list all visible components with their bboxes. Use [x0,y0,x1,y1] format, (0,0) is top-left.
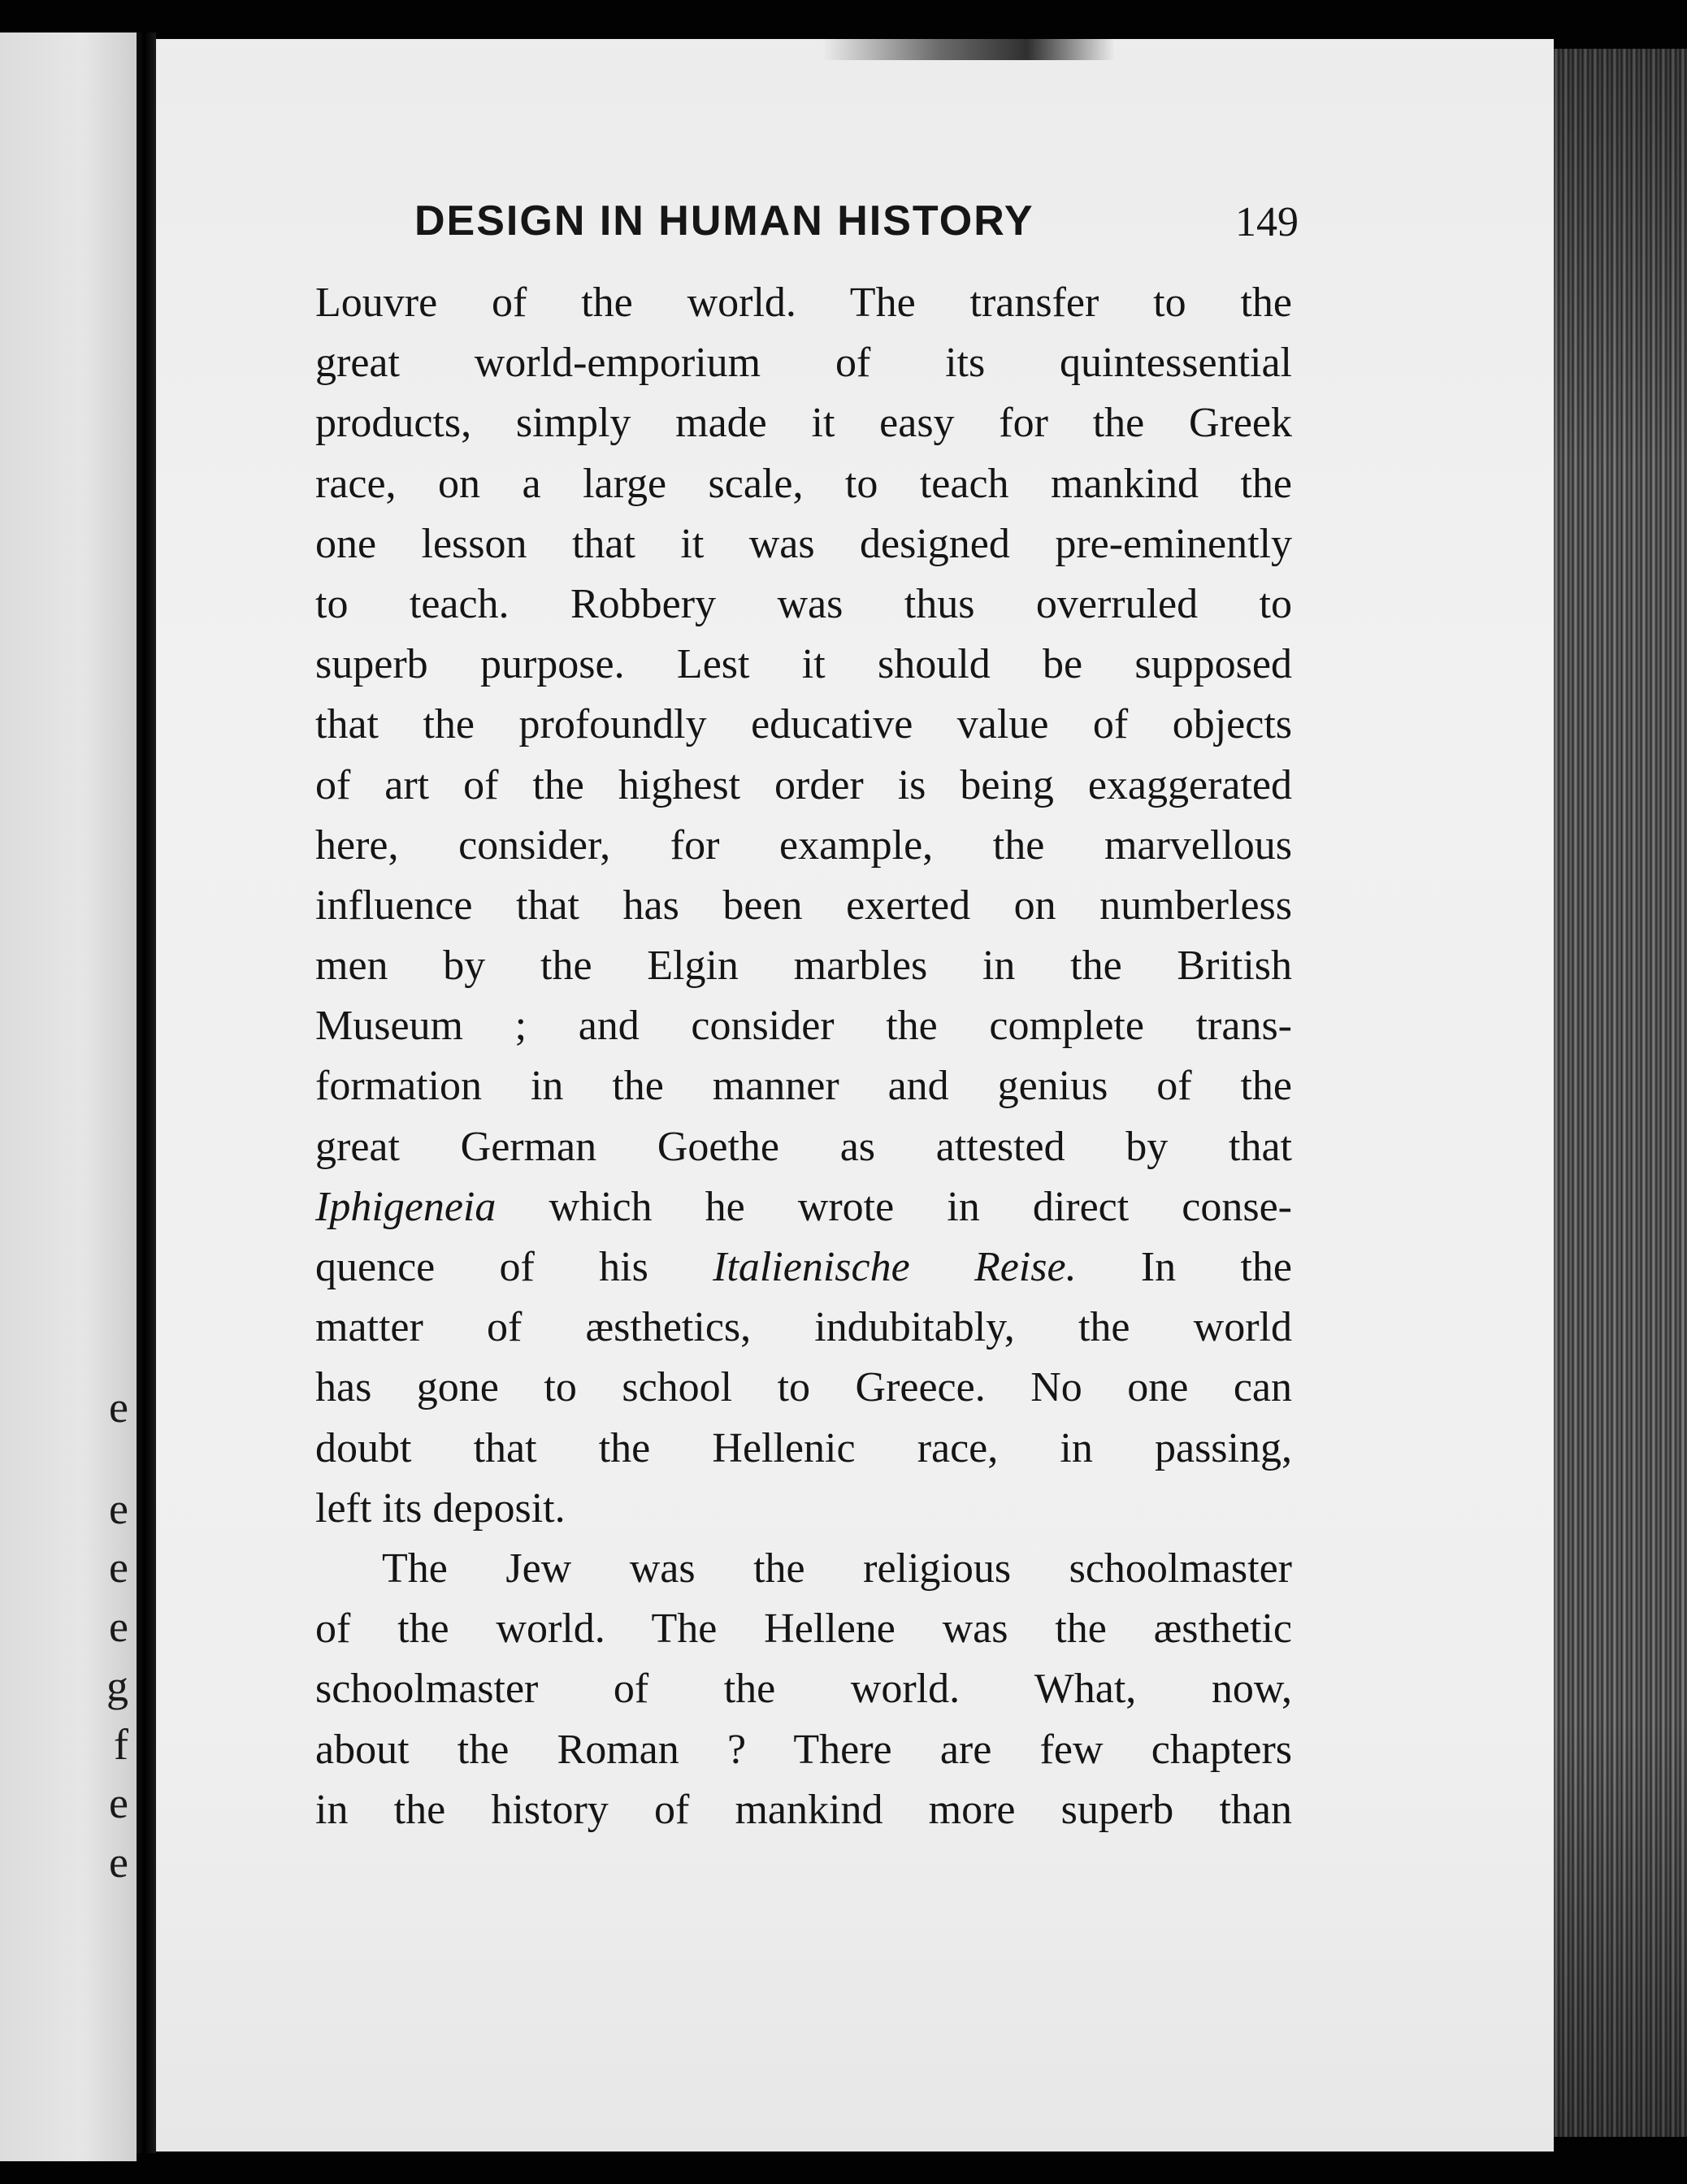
text-line: of art of the highest order is being exaggerated [315,761,1292,808]
book-gutter [137,32,156,2153]
text-line: great world-emporium of its quintessential [315,340,1292,387]
text-run: quence of his [315,1244,713,1290]
left-page-fragment: e [109,1838,128,1887]
top-edge-smudge [822,39,1115,60]
left-page-fragment: e [109,1484,128,1533]
text-line [315,1177,1292,1237]
text-run: which he wrote in direct conse- [496,1183,1292,1230]
text-run: In the [1076,1244,1292,1290]
text-line: great German Goethe as attested by that [315,1123,1292,1170]
text-line: doubt that the Hellenic race, in passing, [315,1424,1292,1471]
text-line: The Jew was the religious schoolmaster [382,1545,1292,1592]
text-line: race, on a large scale, to teach mankind the [315,460,1292,507]
left-facing-page [0,32,137,2161]
text-line: formation in the manner and genius of the [315,1063,1292,1110]
page-number: 149 [1235,199,1299,245]
text-line: products, simply made it easy for the Greek [315,400,1292,447]
text-line: that the profoundly educative value of objects [315,701,1292,748]
text-line: about the Roman ? There are few chapters [315,1726,1292,1773]
running-header [252,197,1299,254]
text-line: men by the Elgin marbles in the British [315,942,1292,990]
text-line: of the world. The Hellene was the æsthetic [315,1606,1292,1653]
running-title: DESIGN IN HUMAN HISTORY [414,197,1034,245]
text-line: left its deposit. [315,1484,566,1532]
left-page-fragment: g [106,1662,128,1710]
text-line: superb purpose. Lest it should be supposed [315,641,1292,688]
text-line: influence that has been exerted on numberless [315,882,1292,929]
page-block-edge [1554,49,1687,2137]
body-text [315,273,1292,1840]
left-page-fragment: e [109,1602,128,1651]
text-line: one lesson that it was designed pre-eminently [315,520,1292,567]
text-line [315,1237,1292,1298]
left-page-fragment: e [109,1543,128,1592]
text-line: matter of æsthetics, indubitably, the world [315,1304,1292,1351]
text-line: has gone to school to Greece. No one can [315,1364,1292,1411]
left-page-fragment: e [109,1383,128,1432]
text-line: to teach. Robbery was thus overruled to [315,580,1292,627]
left-page-fragment: e [109,1779,128,1827]
text-line: schoolmaster of the world. What, now, [315,1666,1292,1713]
text-line: Louvre of the world. The transfer to the [315,280,1292,326]
text-line: Museum ; and consider the complete trans- [315,1003,1292,1050]
left-page-fragment: f [114,1720,128,1769]
text-line: in the history of mankind more superb than [315,1786,1292,1833]
text-line: here, consider, for example, the marvellous [315,821,1292,869]
italic-title-italienische-reise: Italienische Reise. [713,1244,1077,1290]
italic-title-iphigeneia: Iphigeneia [315,1183,497,1230]
